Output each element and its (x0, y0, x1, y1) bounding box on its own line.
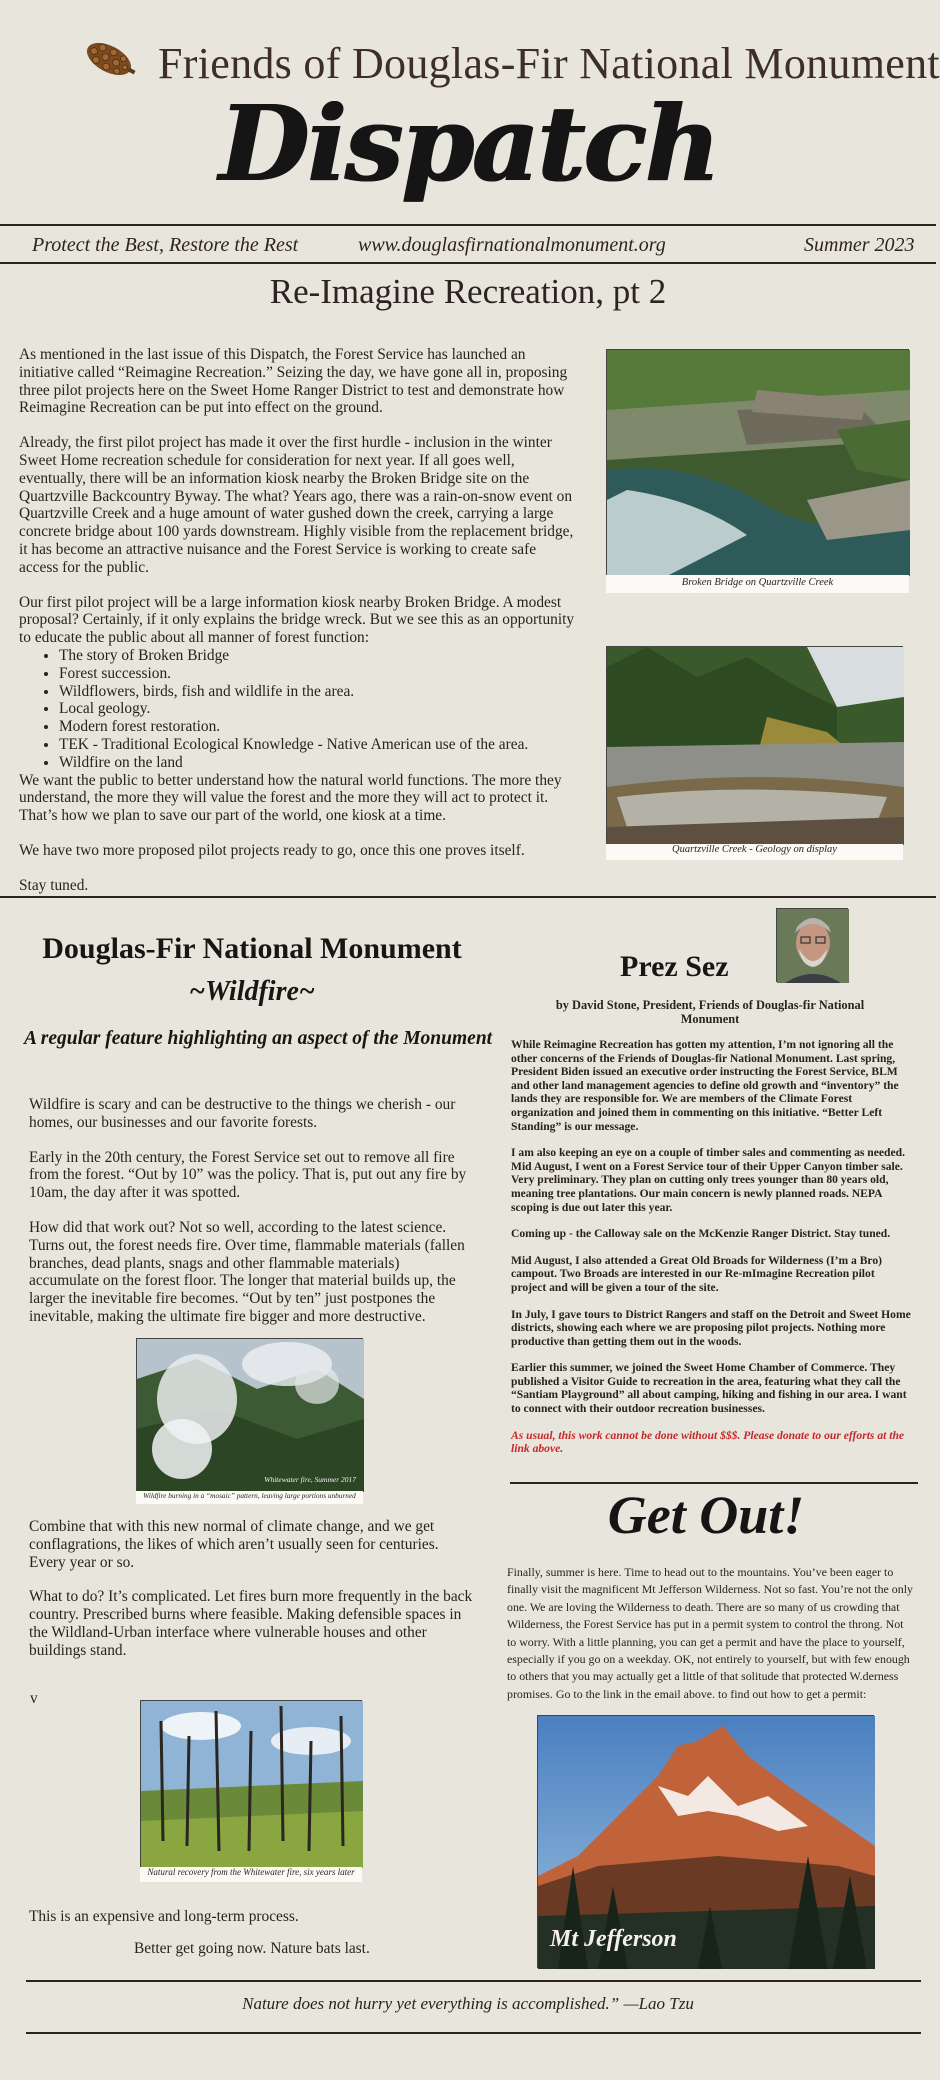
reimagine-paragraph: We have two more proposed pilot projects ready to go, once this one proves itself. (19, 841, 525, 859)
monument-heading: Douglas-Fir National Monument (42, 932, 462, 965)
photo-caption: Wildfire burning in a “mosaic” pattern, leaving large portions unburned (136, 1491, 363, 1504)
motto: Protect the Best, Restore the Rest (32, 234, 299, 256)
list-item: • TEK - Traditional Ecological Knowledge - Native American use of the area. (59, 736, 579, 754)
wildfire-paragraph: Combine that with this new normal of climate change, and we get conflagrations, the likes of which aren’t usually seen for centuries. Every year or so. (29, 1518, 439, 1571)
getout-heading: Get Out! (607, 1485, 805, 1545)
mt-jefferson-photo (537, 1715, 888, 1968)
getout-body: Finally, summer is here. Time to head out to the mountains. You’ve been eager to finally visit the magnificent Mt Jefferson Wilderness. Not so fast. You’re not the only one. We are loving the Wilderness to death. There are so many of us crowding that Wilderness, the Forest Service has put in a permit system to control the throng. Not to worry. With a little planning, you can get a permit and have the place to yourself, especially if you go on a weekday. OK, not entirely to yourself, but with few enough to others that you may actually get a little of that solitude that protected W.derness promises. Go to the link in the email above. to find out how to get a permit: (507, 1565, 913, 1701)
stray-text: v (30, 1690, 38, 1707)
prez-paragraph: I am also keeping an eye on a couple of timber sales and commenting as needed. Mid August, I went on a Forest Service tour of their Upper Canyon timber sale. Very preliminary. They plan on cutting only trees younger than 80 years old, meaning tree plantations. Our main concern is newly planned roads. NEPA scoping is due out later this year. (511, 1146, 905, 1214)
pinecone-icon (78, 34, 140, 84)
newsletter-title: Dispatch (218, 82, 718, 205)
list-item: • Wildflowers, birds, fish and wildlife in the area. (59, 683, 579, 701)
photo-caption: Natural recovery from the Whitewater fire, six years later (140, 1867, 362, 1882)
author-byline: by David Stone, President, Friends of Douglas-fir National Monument (555, 998, 865, 1026)
list-item: • Forest succession. (59, 665, 579, 683)
wildfire-subheading: ~Wildfire~ (189, 976, 315, 1007)
whitewater-fire-photo (136, 1338, 363, 1491)
photo-overlay-text: Whitewater fire, Summer 2017 (264, 1475, 356, 1484)
reimagine-heading: Re-Imagine Recreation, pt 2 (269, 272, 667, 311)
wildfire-body-2 (29, 1518, 477, 1677)
wildfire-paragraph: What to do? It’s complicated. Let fires burn more frequently in the back country. Prescribed burns where feasible. Making defensible spaces in the Wildland-Urban interface where vulnerable houses and other buildings stand. (29, 1588, 473, 1659)
wildfire-paragraph: How did that work out? Not so well, according to the latest science. Turns out, the forest needs fire. Over time, flammable materials (fallen branches, dead plants, snags and other flammable materials) accumulate on the forest floor. The longer that material builds up, the larger the inevitable fire becomes. “Out by ten” just postpones the inevitable, making the ultimate fire bigger and more destructive. (29, 1218, 465, 1325)
prez-paragraph: Coming up - the Calloway sale on the McKenzie Ranger District. Stay tuned. (511, 1227, 891, 1241)
prez-paragraph: While Reimagine Recreation has gotten my attention, I’m not ignoring all the other concerns of the Friends of Douglas-fir National Monument. Last spring, President Biden issued an executive order instructing the Forest Service, BLM and other land management agencies to define old growth and “inventory” the lands they are responsible for. We are members of the Climate Forest organization and joined them in commenting on this initiative. “Better Left Standing” is our message. (511, 1038, 899, 1133)
footer-divider (26, 1980, 921, 1982)
donate-callout: As usual, this work cannot be done without $$$. Please donate to our efforts at the link above. (511, 1428, 905, 1456)
photo-caption: Broken Bridge on Quartzville Creek (606, 575, 909, 593)
issue-date: Summer 2023 (804, 234, 915, 256)
tagline-row (0, 230, 936, 264)
masthead-divider (0, 224, 936, 226)
reimagine-paragraph: Already, the first pilot project has made it over the first hurdle - inclusion in the winter Sweet Home recreation schedule for consideration for next year. If all goes well, eventually, there will be an information kiosk nearby the Broken Bridge site on the Quartzville Backcountry Byway. The what? Years ago, there was a rain-on-snow event on Quartzville Creek and a huge amount of water gushed down the creek, carrying a large concrete bridge about 100 yards downstream. Highly visible from the replacement bridge, it has become an attractive nuisance and the Forest Service is working to create safe access for the public. (19, 434, 574, 576)
broken-bridge-photo (606, 349, 909, 575)
wildfire-body (29, 1096, 469, 1343)
feature-tagline: A regular feature highlighting an aspect of the Monument (24, 1028, 493, 1049)
footer-quote: Nature does not hurry yet everything is accomplished.” —Lao Tzu (242, 1994, 694, 2013)
prez-paragraph: Earlier this summer, we joined the Sweet Home Chamber of Commerce. They published a Visitor Guide to recreation in the area, featuring what they call the “Santiam Playground” all about camping, hiking and fishing in our area. I want to connect with their outdoor recreation businesses. (511, 1361, 907, 1416)
org-name: Friends of Douglas-Fir National Monument (158, 39, 940, 88)
prez-body (511, 1038, 911, 1469)
wildfire-paragraph: Wildfire is scary and can be destructive to the things we cherish - our homes, our businesses and our favorite forests. (29, 1096, 456, 1131)
list-item: • The story of Broken Bridge (59, 647, 579, 665)
prez-heading: Prez Sez (620, 950, 729, 983)
wildfire-paragraph: Early in the 20th century, the Forest Service set out to remove all fire from the forest. “Out by 10” was the policy. That is, put out any fire by 10am, the day after it was spotted. (29, 1148, 467, 1202)
list-item: • Local geology. (59, 700, 579, 718)
section-divider (0, 896, 936, 898)
fire-recovery-photo (140, 1700, 362, 1867)
reimagine-paragraph: As mentioned in the last issue of this Dispatch, the Forest Service has launched an initiative called “Reimagine Recreation.” Seizing the day, we have gone all in, proposing three pilot projects here on the Sweet Home Ranger District to test and demonstrate how Reimagine Recreation can be put into effect on the ground. (19, 346, 568, 417)
prez-paragraph: Mid August, I also attended a Great Old Broads for Wilderness (I’m a Bro) campout. Two Broads are interested in our Re-mImagine Recreation pilot project and will be given a tour of the site. (511, 1253, 883, 1294)
wildfire-closing-2: Better get going now. Nature bats last. (134, 1940, 370, 1957)
masthead-divider (0, 262, 936, 264)
photo-caption: Quartzville Creek - Geology on display (606, 844, 903, 860)
list-item: • Wildfire on the land (59, 754, 579, 772)
reimagine-body (19, 346, 579, 912)
wildfire-closing-1: This is an expensive and long-term process. (29, 1908, 299, 1925)
photo-credit: Photo©Greg Lief (879, 1836, 888, 1889)
prez-paragraph: In July, I gave tours to District Rangers and staff on the Detroit and Sweet Home districts, showing each where we are proposing pilot projects. Nothing more productive than getting them out in the woods. (511, 1307, 911, 1348)
reimagine-paragraph: Our first pilot project will be a large information kiosk nearby Broken Bridge. A modest proposal? Certainly, if it only explains the bridge wreck. But we see this as an opportunity to educate the public about all manner of forest function: (19, 593, 575, 647)
website-link[interactable]: www.douglasfirnationalmonument.org (358, 234, 666, 256)
list-item: • Modern forest restoration. (59, 718, 579, 736)
reimagine-closing: Stay tuned. (19, 876, 89, 894)
quartzville-creek-photo (606, 646, 903, 844)
reimagine-paragraph: We want the public to better understand how the natural world functions. The more they understand, the more they will value the forest and the more they will act to protect it. That’s how we plan to save our part of the world, one kiosk at a time. (19, 771, 562, 825)
author-portrait (776, 908, 848, 982)
photo-label: Mt Jefferson (550, 1926, 677, 1952)
footer-divider (26, 2032, 921, 2034)
forest-function-list (59, 647, 579, 772)
